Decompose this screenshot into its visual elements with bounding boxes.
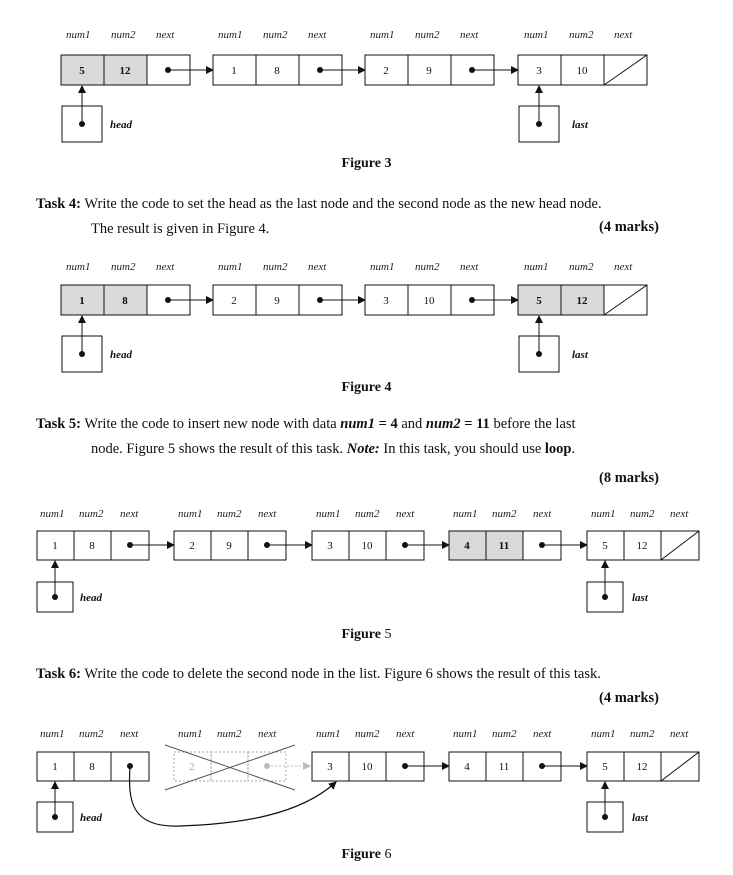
list-node xyxy=(37,531,174,560)
svg-text:head: head xyxy=(80,592,102,604)
node-labels xyxy=(40,508,689,520)
svg-text:num1: num1 xyxy=(453,728,478,740)
svg-text:last: last xyxy=(572,349,588,361)
svg-text:1: 1 xyxy=(231,65,237,77)
svg-text:num2: num2 xyxy=(217,728,242,740)
svg-text:num2: num2 xyxy=(355,508,380,520)
node-4-labels xyxy=(524,29,633,41)
svg-text:next: next xyxy=(396,508,415,520)
svg-text:8: 8 xyxy=(89,761,95,773)
svg-text:num2: num2 xyxy=(492,508,517,520)
list-node xyxy=(449,752,587,781)
svg-text:8: 8 xyxy=(89,540,95,552)
task-5-marks: (8 marks) xyxy=(598,470,659,486)
svg-text:num2: num2 xyxy=(79,728,104,740)
svg-text:next: next xyxy=(670,728,689,740)
svg-text:3: 3 xyxy=(327,761,333,773)
node-1-labels xyxy=(66,29,175,41)
svg-text:5: 5 xyxy=(536,295,542,307)
svg-text:next: next xyxy=(614,29,633,41)
svg-text:9: 9 xyxy=(274,295,280,307)
svg-text:num1: num1 xyxy=(218,261,243,273)
svg-text:next: next xyxy=(156,261,175,273)
svg-text:num1: num1 xyxy=(316,508,341,520)
svg-text:num2: num2 xyxy=(217,508,242,520)
svg-text:12: 12 xyxy=(119,65,131,77)
figure-6-diagram xyxy=(0,720,733,838)
svg-text:next: next xyxy=(460,261,479,273)
svg-text:num2: num2 xyxy=(111,29,136,41)
svg-text:num2: num2 xyxy=(79,508,104,520)
head-pointer xyxy=(37,561,103,612)
svg-text:next: next xyxy=(156,29,175,41)
svg-text:num1: num1 xyxy=(218,29,243,41)
svg-text:next: next xyxy=(120,508,139,520)
svg-text:next: next xyxy=(308,261,327,273)
deleted-node xyxy=(165,745,310,790)
svg-text:1: 1 xyxy=(52,540,58,552)
svg-text:5: 5 xyxy=(602,761,608,773)
svg-text:11: 11 xyxy=(498,761,510,773)
node-labels xyxy=(66,261,633,273)
svg-text:2: 2 xyxy=(189,761,195,773)
svg-text:num1: num1 xyxy=(591,508,616,520)
list-node xyxy=(37,752,149,781)
figure-3 xyxy=(0,0,733,145)
svg-text:num2: num2 xyxy=(111,261,136,273)
svg-text:last: last xyxy=(632,812,648,824)
svg-text:10: 10 xyxy=(361,540,373,552)
svg-text:next: next xyxy=(614,261,633,273)
svg-text:next: next xyxy=(258,508,277,520)
list-node xyxy=(449,531,587,560)
svg-text:5: 5 xyxy=(79,65,85,77)
svg-text:num2: num2 xyxy=(415,261,440,273)
svg-text:last: last xyxy=(572,119,588,131)
task-4-text: Task 4: Write the code to set the head as the last node and the second node as the new head node. The result is given in Figure 4. xyxy=(36,196,602,237)
svg-text:head: head xyxy=(110,119,132,131)
svg-text:next: next xyxy=(533,508,552,520)
svg-text:1: 1 xyxy=(79,295,85,307)
last-pointer xyxy=(587,561,649,612)
list-node xyxy=(213,55,365,85)
svg-text:num1: num1 xyxy=(524,261,549,273)
list-node xyxy=(61,285,213,315)
head-pointer xyxy=(62,316,133,372)
svg-text:num1: num1 xyxy=(524,29,549,41)
figure-6-caption: Figure 6 xyxy=(341,847,392,862)
svg-text:12: 12 xyxy=(576,295,588,307)
svg-text:9: 9 xyxy=(426,65,432,77)
svg-text:next: next xyxy=(396,728,415,740)
list-node xyxy=(213,285,365,315)
list-node xyxy=(312,752,449,781)
svg-text:8: 8 xyxy=(122,295,128,307)
svg-text:9: 9 xyxy=(226,540,232,552)
svg-text:next: next xyxy=(308,29,327,41)
svg-text:num1: num1 xyxy=(370,261,395,273)
svg-text:num1: num1 xyxy=(178,508,203,520)
node-labels xyxy=(40,728,689,740)
svg-text:num2: num2 xyxy=(415,29,440,41)
head-pointer xyxy=(62,86,133,142)
task-6-text: Task 6: Write the code to delete the second node in the list. Figure 6 shows the result of this task. xyxy=(36,666,601,682)
svg-text:next: next xyxy=(670,508,689,520)
last-pointer xyxy=(519,86,589,142)
svg-text:2: 2 xyxy=(231,295,237,307)
task-6-marks: (4 marks) xyxy=(598,690,659,706)
list-node xyxy=(518,285,647,315)
list-node xyxy=(365,285,518,315)
svg-text:next: next xyxy=(533,728,552,740)
figure-6 xyxy=(0,720,733,838)
svg-text:next: next xyxy=(120,728,139,740)
node-2-labels xyxy=(218,29,327,41)
list-node xyxy=(518,55,647,85)
svg-text:head: head xyxy=(110,349,132,361)
figure-5-caption: Figure 5 xyxy=(341,627,392,642)
svg-text:num1: num1 xyxy=(40,508,65,520)
svg-text:3: 3 xyxy=(327,540,333,552)
svg-text:8: 8 xyxy=(274,65,280,77)
svg-text:1: 1 xyxy=(52,761,58,773)
svg-text:10: 10 xyxy=(361,761,373,773)
task-5-text: Task 5: Write the code to insert new node with data num1 = 4 and num2 = 11 before the last node. Figure 5 shows the result of this task. Note: In this task, you should use loop. xyxy=(36,416,576,457)
svg-text:head: head xyxy=(80,812,102,824)
svg-text:num2: num2 xyxy=(630,728,655,740)
svg-text:num2: num2 xyxy=(492,728,517,740)
svg-text:next: next xyxy=(258,728,277,740)
svg-text:4: 4 xyxy=(464,761,470,773)
list-node xyxy=(61,55,213,85)
last-pointer xyxy=(519,316,589,372)
svg-text:num2: num2 xyxy=(569,261,594,273)
figure-3-diagram xyxy=(0,0,733,145)
svg-text:num1: num1 xyxy=(66,29,91,41)
svg-text:last: last xyxy=(632,592,648,604)
svg-text:12: 12 xyxy=(636,761,648,773)
svg-text:10: 10 xyxy=(576,65,588,77)
svg-text:11: 11 xyxy=(498,540,510,552)
last-pointer xyxy=(587,782,649,832)
svg-text:num1: num1 xyxy=(66,261,91,273)
svg-text:num1: num1 xyxy=(370,29,395,41)
svg-text:2: 2 xyxy=(189,540,195,552)
list-node xyxy=(365,55,518,85)
svg-text:5: 5 xyxy=(602,540,608,552)
svg-text:num2: num2 xyxy=(263,29,288,41)
list-node xyxy=(587,752,699,781)
list-node xyxy=(587,531,699,560)
svg-text:num1: num1 xyxy=(453,508,478,520)
svg-text:num1: num1 xyxy=(178,728,203,740)
figure-4 xyxy=(0,252,733,380)
svg-text:3: 3 xyxy=(383,295,389,307)
figure-4-caption: Figure 4 xyxy=(341,380,392,395)
svg-text:num1: num1 xyxy=(591,728,616,740)
head-pointer xyxy=(37,782,103,832)
list-node xyxy=(312,531,449,560)
svg-text:num2: num2 xyxy=(263,261,288,273)
svg-text:num1: num1 xyxy=(316,728,341,740)
svg-text:num2: num2 xyxy=(569,29,594,41)
bypass-arrow xyxy=(130,766,336,826)
svg-text:12: 12 xyxy=(636,540,648,552)
figure-3-caption: Figure 3 xyxy=(341,156,392,171)
svg-text:num1: num1 xyxy=(40,728,65,740)
svg-text:num2: num2 xyxy=(355,728,380,740)
svg-text:2: 2 xyxy=(383,65,389,77)
list-node xyxy=(174,531,312,560)
task-4-marks: (4 marks) xyxy=(598,219,659,235)
node-3-labels xyxy=(370,29,479,41)
svg-text:10: 10 xyxy=(423,295,435,307)
figure-4-diagram xyxy=(0,252,733,380)
svg-text:num2: num2 xyxy=(630,508,655,520)
svg-text:4: 4 xyxy=(464,540,470,552)
svg-text:next: next xyxy=(460,29,479,41)
svg-text:3: 3 xyxy=(536,65,542,77)
figure-5-diagram xyxy=(0,500,733,620)
figure-5 xyxy=(0,500,733,620)
